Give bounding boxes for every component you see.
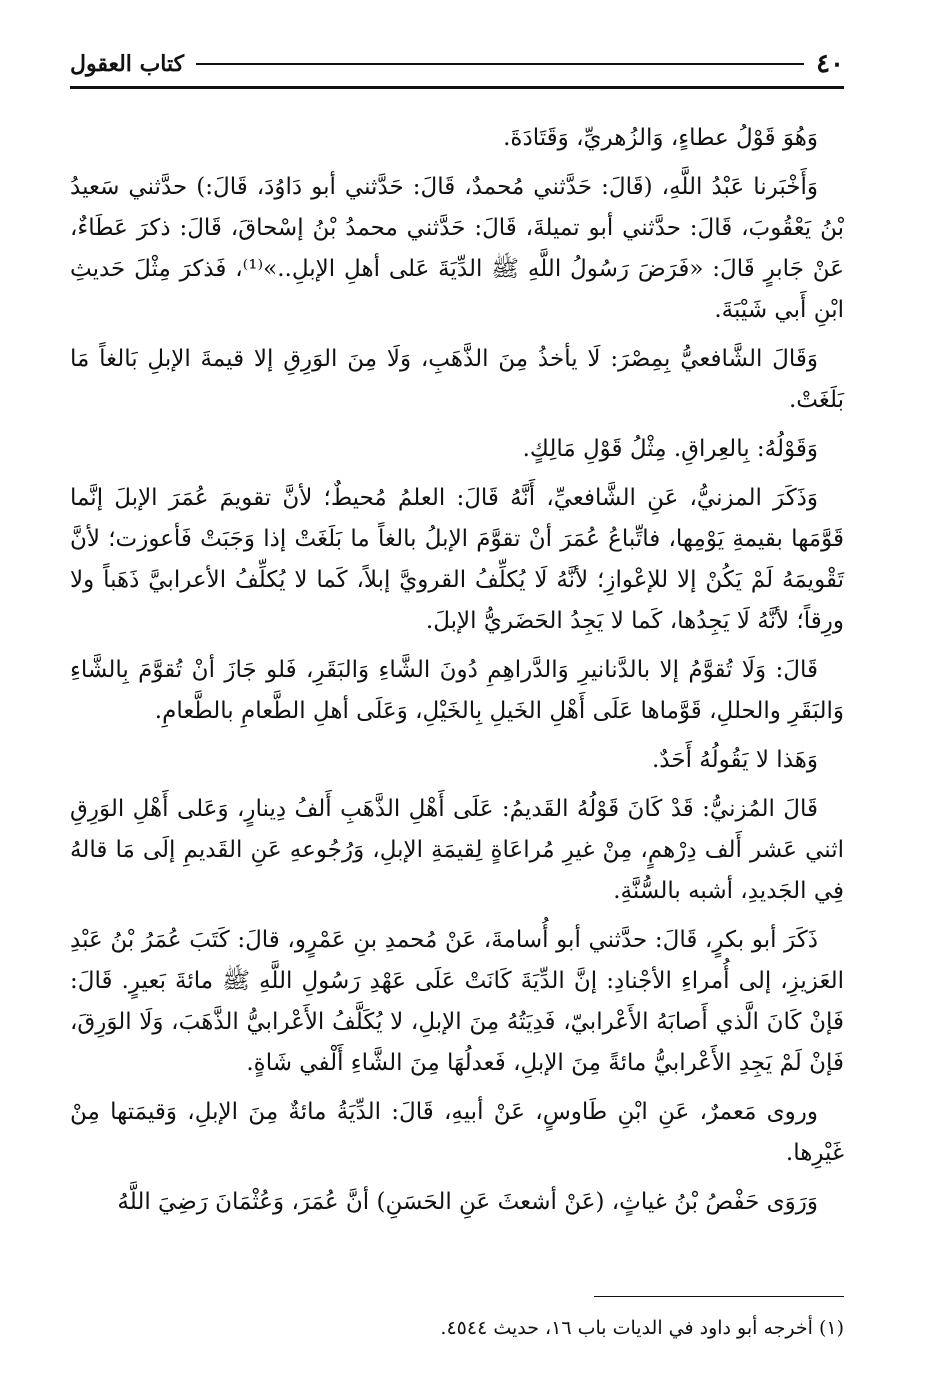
footnote: (١) أخرجه أبو داود في الديات باب ١٦، حديث ٤٥٤٤.	[440, 1317, 844, 1339]
paragraph: قَالَ المُزنيُّ: قَدْ كَانَ قَوْلُهُ القَديمُ: عَلَى أَهْلِ الذَّهَبِ أَلفُ دِينارٍ، وَعَلى أَهْلِ الوَرِقِ اثني عَشر أَلف دِرْهمٍ، مِنْ غيرِ مُراعَاةٍ لِقيمَةِ الإبلِ، وَرُجُوعهِ عَنِ القَديمِ إلَى مَا قالهُ فِي الجَديدِ، أشبه بالسُّنَّةِ.	[70, 796, 844, 904]
book-title: كتاب العقول	[70, 51, 185, 77]
paragraph: وروى مَعمرٌ، عَنِ ابْنِ طَاوسٍ، عَنْ أبيهِ، قَالَ: الدِّيَةُ مائةٌ مِنَ الإبلِ، وَقيمَتها مِنْ غَيْرِها.	[70, 1099, 844, 1166]
paragraph: وَأَخْبَرنا عَبْدُ اللَّهِ، (قَالَ: حَدَّثني مُحمدٌ، قَالَ: حَدَّثني أبو دَاوُدَ، قَالَ:) حدَّثني سَعيدُ بْنُ يَعْقُوبَ، قَالَ: حدَّثني أبو تميلةَ، قَالَ: حَدَّثني محمدُ بْنُ إسْحاقَ، قَالَ: ذكرَ عَطَاءٌ، عَنْ جَابرٍ قَالَ: «فَرَضَ رَسُولُ اللَّهِ ﷺ الدِّيَةَ عَلى أهلِ الإبلِ..»⁽¹⁾، فَذكرَ مِثْلَ حَديثِ ابْنِ أَبي شَيْبَةَ.	[70, 174, 844, 323]
paragraph: وَرَوَى حَفْصُ بْنُ غياثٍ، (عَنْ أشعثَ عَنِ الحَسَنِ) أنَّ عُمَرَ، وَعُثْمَانَ رَضِيَ اللَّهُ	[117, 1189, 818, 1215]
paragraph: ذَكَرَ أبو بكرٍ، قَالَ: حدَّثني أبو أُسامةَ، عَنْ مُحمدِ بنِ عَمْرٍو، قالَ: كَتَبَ عُمَرُ بْنُ عَبْدِ العَزيزِ، إلى أُمراءِ الأجْنادِ: إنَّ الدِّيَةَ كَانَتْ عَلَى عَهْدِ رَسُولِ اللَّهِ ﷺ مائةَ بَعيرٍ. قَالَ: فَإنْ كَانَ الَّذي أَصابَهُ الأَعْرابيّ، فَدِيَتُهُ مِنَ الإبلِ، لا يُكَلَّفُ الأَعْرابيُّ الذَّهَبَ، وَلَا الوَرِقَ، فَإنْ لَمْ يَجِدِ الأَعْرابيُّ مائةً مِنَ الإبلِ، فَعدلُهَا مِنَ الشَّاءِ أَلْفي شَاةٍ.	[70, 927, 844, 1076]
body-text	[70, 118, 844, 1231]
paragraph: وَهُوَ قَوْلُ عطاءٍ، وَالزُهريِّ، وَقَتَادَةَ.	[503, 125, 818, 151]
paragraph: قَالَ: وَلَا تُقوَّمُ إلا بالدَّنانيرِ وَالدَّراهِمِ دُونَ الشَّاءِ وَالبَقَرِ، فَلو جَازَ أنْ تُقوَّمَ بِالشَّاءِ وَالبَقَرِ والحللِ، قَوَّماها عَلَى أَهْلِ الخَيلِ بِالخَيْلِ، وَعَلَى أهلِ الطَّعامِ بالطَّعامِ.	[70, 657, 844, 724]
page-number: ٤٠	[816, 49, 844, 79]
header-dash	[196, 63, 804, 65]
footnote-rule	[594, 1296, 844, 1297]
paragraph: وَهَذا لا يَقُولُهُ أَحَدٌ.	[652, 747, 818, 773]
page-header	[70, 46, 844, 82]
paragraph: وَقَوْلُهُ: بِالعِراقِ. مِثْلُ قَوْلِ مَالِكٍ.	[522, 436, 818, 462]
paragraph: وَقَالَ الشَّافعيُّ بِمِصْرَ: لَا يأخذُ مِنَ الذَّهَبِ، وَلَا مِنَ الوَرِقِ إلا قيمةَ الإبلِ بَالغاً مَا بَلَغَتْ.	[70, 346, 844, 413]
paragraph: وَذَكَرَ المزنيُّ، عَنِ الشَّافعيِّ، أَنَّهُ قَالَ: العلمُ مُحيطٌ؛ لأنَّ تقويمَ عُمَرَ الإبلَ إنَّما قَوَّمَها بقيمةِ يَوْمِها، فاتِّباعُ عُمَرَ أنْ تقوَّمَ الإبلُ بالغاً ما بَلَغَتْ إذا وَجَبَتْ فَأعوزت؛ لأنَّ تَقْويمَهُ لَمْ يَكُنْ إلا للإعْوازِ؛ لأنَّهُ لَا يُكلِّفُ القرويَّ إبلاً، كَما لا يُكلِّفُ الأعرابيَّ ذَهَباً ولا ورِقاً؛ لأنَّهُ لَا يَجِدُها، كَما لا يَجِدُ الحَضَريُّ الإبلَ.	[70, 485, 844, 634]
header-rule	[70, 86, 844, 89]
